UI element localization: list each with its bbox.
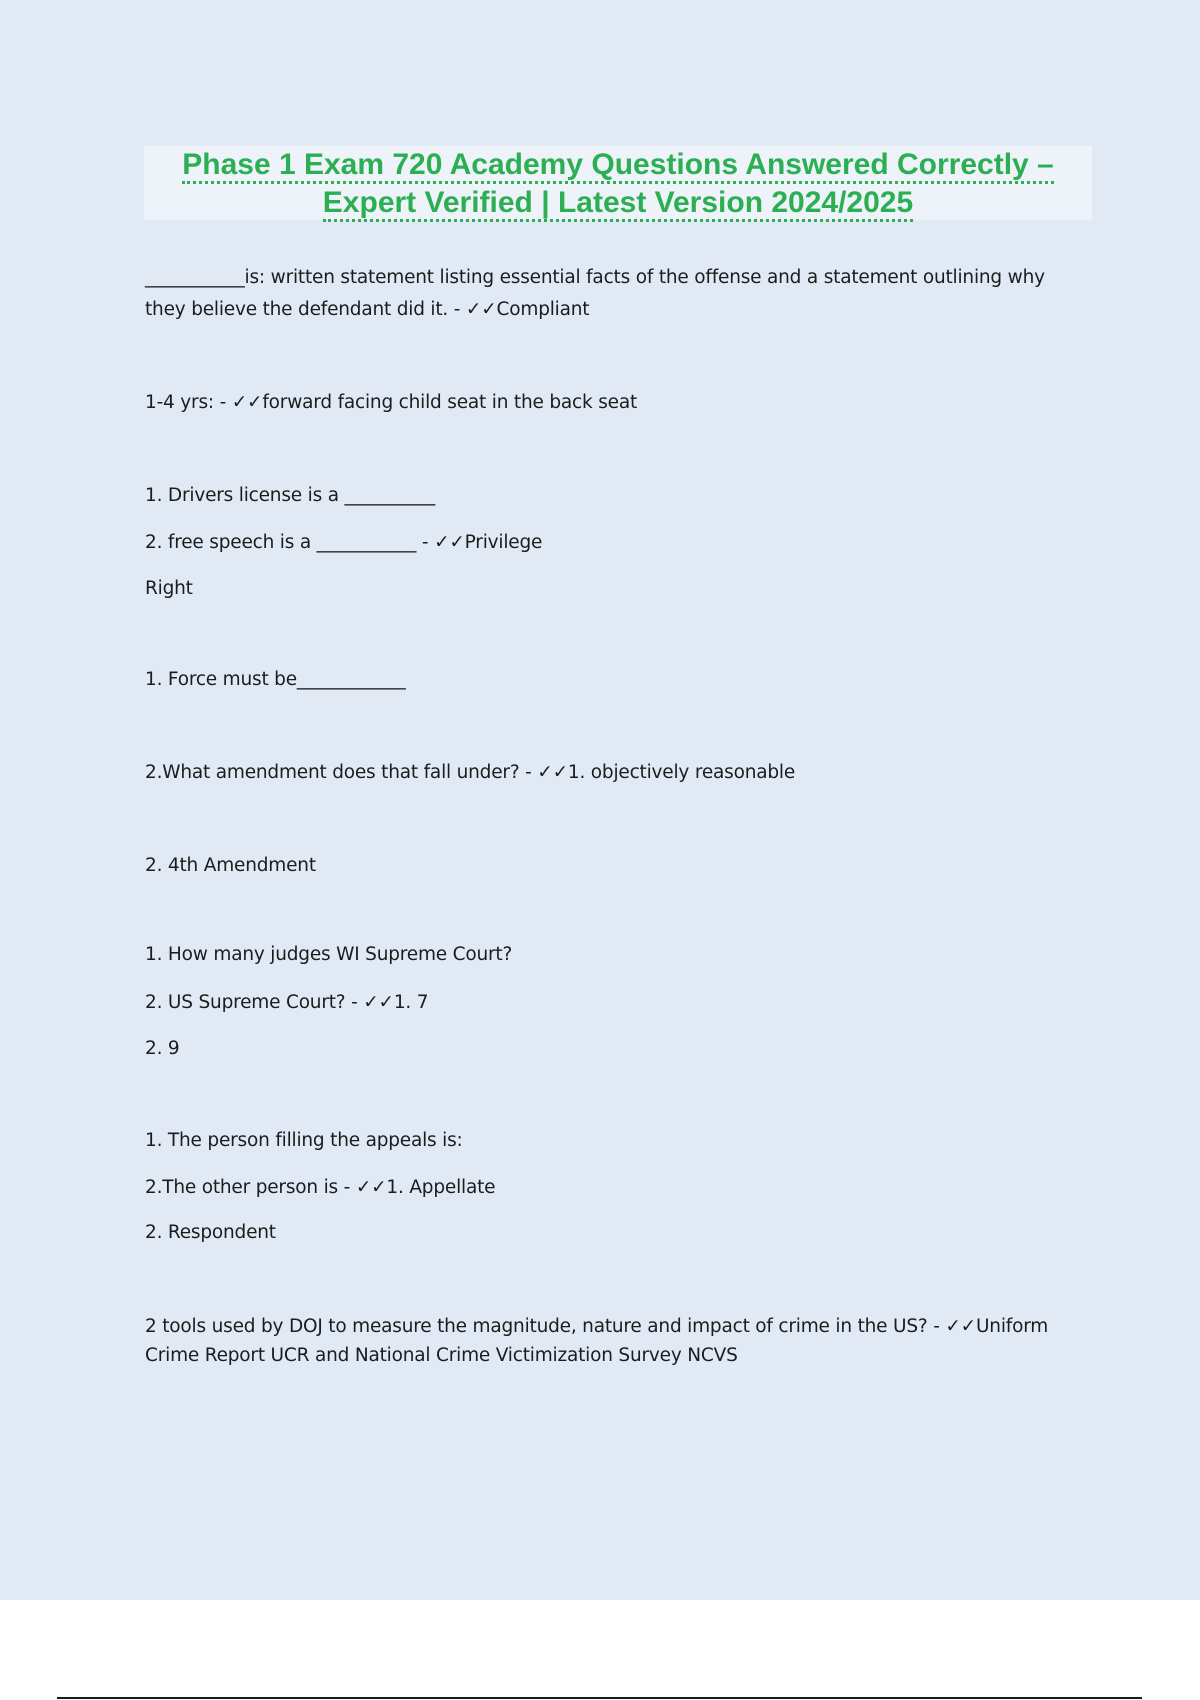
qa-5-line-2: 2. US Supreme Court? - ✓✓1. 7 xyxy=(145,992,429,1013)
qa-7-line-2: Crime Report UCR and National Crime Victimization Survey NCVS xyxy=(145,1345,738,1366)
qa-5-line-3: 2. 9 xyxy=(145,1038,180,1059)
qa-2-line-1: 1-4 yrs: - ✓✓forward facing child seat in the back seat xyxy=(145,392,638,413)
qa-1-line-1: ___________is: written statement listing essential facts of the offense and a statement outlining why xyxy=(145,267,1045,288)
qa-3-line-2: 2. free speech is a ___________ - ✓✓Privilege xyxy=(145,532,543,553)
qa-3-line-3: Right xyxy=(145,578,193,599)
qa-6-line-1: 1. The person filling the appeals is: xyxy=(145,1130,463,1151)
title-line-2: Expert Verified | Latest Version 2024/2025 xyxy=(144,184,1092,222)
qa-6-line-3: 2. Respondent xyxy=(145,1222,276,1243)
qa-4-line-1: 1. Force must be____________ xyxy=(145,669,406,690)
qa-4-line-3: 2. 4th Amendment xyxy=(145,855,316,876)
qa-1-line-2: they believe the defendant did it. - ✓✓Compliant xyxy=(145,299,590,320)
qa-3-line-1: 1. Drivers license is a __________ xyxy=(145,485,436,506)
qa-6-line-2: 2.The other person is - ✓✓1. Appellate xyxy=(145,1177,496,1198)
qa-5-line-1: 1. How many judges WI Supreme Court? xyxy=(145,944,513,965)
document-title xyxy=(144,146,1092,220)
qa-4-line-2: 2.What amendment does that fall under? - ✓✓1. objectively reasonable xyxy=(145,762,796,783)
footer-divider xyxy=(57,1697,1142,1699)
qa-7-line-1: 2 tools used by DOJ to measure the magnitude, nature and impact of crime in the US? - ✓✓Uniform xyxy=(145,1316,1049,1337)
title-line-1: Phase 1 Exam 720 Academy Questions Answered Correctly – xyxy=(144,146,1092,184)
